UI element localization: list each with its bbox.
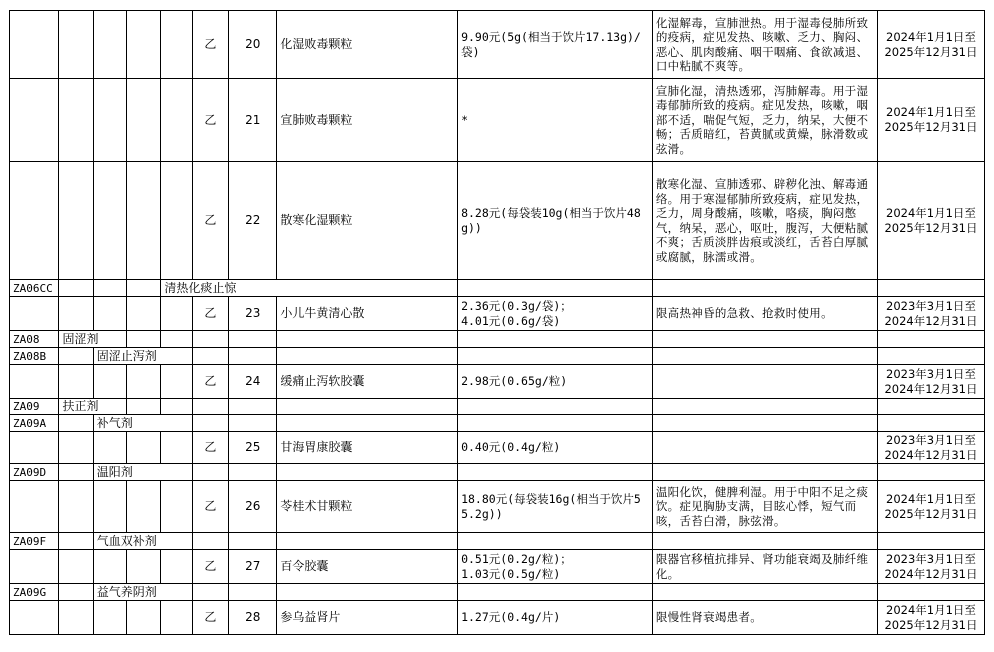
- category-code: ZA09: [10, 399, 59, 415]
- drug-name: 甘海胃康胶囊: [277, 432, 458, 464]
- category-row: [10, 399, 985, 415]
- category-title: 扶正剂: [59, 399, 127, 415]
- table-row: [10, 550, 985, 584]
- drug-name: 散寒化湿颗粒: [277, 162, 458, 280]
- drug-number: 21: [228, 79, 276, 162]
- start-date: 2023年3月1日至: [886, 366, 976, 381]
- drug-price: 0.51元(0.2g/粒)； 1.03元(0.5g/粒): [458, 550, 653, 584]
- category-row: [10, 331, 985, 348]
- end-date: 2025年12月31日: [884, 617, 978, 632]
- validity-period: [877, 601, 984, 635]
- drug-class: 乙: [192, 79, 228, 162]
- start-date: 2023年3月1日至: [886, 298, 976, 313]
- drug-indication: 温阳化饮，健脾利湿。用于中阳不足之痰饮。症见胸胁支满，目眩心悸，短气而咳，舌苔白滑，脉弦滑。: [652, 481, 877, 533]
- end-date: 2025年12月31日: [884, 44, 978, 59]
- drug-indication: 宣肺化湿，清热透邪，泻肺解毒。用于湿毒郁肺所致的疫病。症见发热，咳嗽，咽部不适，喘促气短，乏力，纳呆，大便不畅；舌质暗红，苔黄腻或黄燥，脉滑数或弦滑。: [652, 79, 877, 162]
- end-date: 2025年12月31日: [884, 120, 978, 134]
- drug-name: 小儿牛黄清心散: [277, 297, 458, 331]
- drug-list-table: [9, 10, 985, 635]
- category-title: 益气养阴剂: [93, 584, 192, 601]
- drug-indication: 化湿解毒，宣肺泄热。用于湿毒侵肺所致的疫病，症见发热、咳嗽、乏力、胸闷、恶心、肌肉酸痛、咽干咽痛、食欲减退、口中粘腻不爽等。: [652, 11, 877, 79]
- drug-name: 参乌益肾片: [277, 601, 458, 635]
- table-row: [10, 297, 985, 331]
- drug-price: *: [458, 79, 653, 162]
- drug-price: 9.90元(5g(相当于饮片17.13g)/袋): [458, 11, 653, 79]
- drug-class: 乙: [192, 432, 228, 464]
- category-title: 清热化痰止惊: [161, 280, 458, 297]
- category-row: [10, 280, 985, 297]
- end-date: 2025年12月31日: [884, 506, 978, 521]
- drug-class: 乙: [192, 11, 228, 79]
- start-date: 2024年1月1日至: [886, 602, 976, 617]
- validity-period: [877, 365, 984, 399]
- category-code: ZA08: [10, 331, 59, 348]
- end-date: 2024年12月31日: [884, 381, 978, 396]
- drug-indication: [652, 365, 877, 399]
- table-row: [10, 601, 985, 635]
- category-row: [10, 415, 985, 432]
- table-row: [10, 481, 985, 533]
- table-row: [10, 79, 985, 162]
- validity-period: [877, 481, 984, 533]
- table-row: [10, 432, 985, 464]
- validity-period: [877, 432, 984, 464]
- category-row: [10, 464, 985, 481]
- drug-name: 宣肺败毒颗粒: [277, 79, 458, 162]
- end-date: 2025年12月31日: [884, 220, 978, 235]
- category-code: ZA09F: [10, 533, 59, 550]
- drug-price: 2.36元(0.3g/袋)； 4.01元(0.6g/袋): [458, 297, 653, 331]
- validity-period: [877, 550, 984, 584]
- table-row: [10, 11, 985, 79]
- category-row: [10, 584, 985, 601]
- drug-number: 28: [228, 601, 276, 635]
- end-date: 2024年12月31日: [884, 447, 978, 462]
- start-date: 2024年1月1日至: [886, 105, 976, 119]
- end-date: 2024年12月31日: [884, 566, 978, 581]
- drug-indication: 限器官移植抗排异、肾功能衰竭及肺纤维化。: [652, 550, 877, 584]
- category-title: 固涩剂: [59, 331, 127, 348]
- category-code: ZA09D: [10, 464, 59, 481]
- validity-period: [877, 297, 984, 331]
- drug-name: 苓桂术甘颗粒: [277, 481, 458, 533]
- table-row: [10, 365, 985, 399]
- category-code: ZA06CC: [10, 280, 59, 297]
- drug-class: 乙: [192, 550, 228, 584]
- start-date: 2024年1月1日至: [886, 491, 976, 506]
- validity-period: [877, 79, 984, 162]
- start-date: 2024年1月1日至: [886, 29, 976, 44]
- category-title: 气血双补剂: [93, 533, 192, 550]
- drug-number: 24: [228, 365, 276, 399]
- category-code: ZA09A: [10, 415, 59, 432]
- category-title: 补气剂: [93, 415, 192, 432]
- drug-indication: [652, 432, 877, 464]
- start-date: 2024年1月1日至: [886, 205, 976, 220]
- drug-class: 乙: [192, 481, 228, 533]
- drug-indication: 散寒化湿、宣肺透邪、辟秽化浊、解毒通络。用于寒湿郁肺所致疫病，症见发热，乏力，周身酸痛，咳嗽，咯痰，胸闷憋气，纳呆，恶心，呕吐，腹泻，大便粘腻不爽；舌质淡胖齿痕或淡红，舌苔白厚腻或腐腻，脉濡或滑。: [652, 162, 877, 280]
- drug-number: 27: [228, 550, 276, 584]
- drug-price: 1.27元(0.4g/片): [458, 601, 653, 635]
- drug-indication: 限慢性肾衰竭患者。: [652, 601, 877, 635]
- drug-indication: 限高热神昏的急救、抢救时使用。: [652, 297, 877, 331]
- drug-price: 2.98元(0.65g/粒): [458, 365, 653, 399]
- drug-class: 乙: [192, 162, 228, 280]
- drug-price: 0.40元(0.4g/粒): [458, 432, 653, 464]
- category-title: 固涩止泻剂: [93, 348, 192, 365]
- end-date: 2024年12月31日: [884, 313, 978, 328]
- start-date: 2023年3月1日至: [886, 551, 976, 566]
- validity-period: [877, 162, 984, 280]
- drug-number: 22: [228, 162, 276, 280]
- start-date: 2023年3月1日至: [886, 432, 976, 447]
- drug-name: 缓痛止泻软胶囊: [277, 365, 458, 399]
- category-row: [10, 533, 985, 550]
- drug-price: 8.28元(每袋装10g(相当于饮片48g)): [458, 162, 653, 280]
- drug-number: 25: [228, 432, 276, 464]
- drug-number: 23: [228, 297, 276, 331]
- drug-number: 20: [228, 11, 276, 79]
- table-row: [10, 162, 985, 280]
- drug-class: 乙: [192, 601, 228, 635]
- drug-class: 乙: [192, 365, 228, 399]
- drug-name: 化湿败毒颗粒: [277, 11, 458, 79]
- category-code: ZA09G: [10, 584, 59, 601]
- category-title: 温阳剂: [93, 464, 192, 481]
- drug-class: 乙: [192, 297, 228, 331]
- drug-name: 百令胶囊: [277, 550, 458, 584]
- validity-period: [877, 11, 984, 79]
- drug-number: 26: [228, 481, 276, 533]
- category-code: ZA08B: [10, 348, 59, 365]
- drug-price: 18.80元(每袋装16g(相当于饮片55.2g)): [458, 481, 653, 533]
- category-row: [10, 348, 985, 365]
